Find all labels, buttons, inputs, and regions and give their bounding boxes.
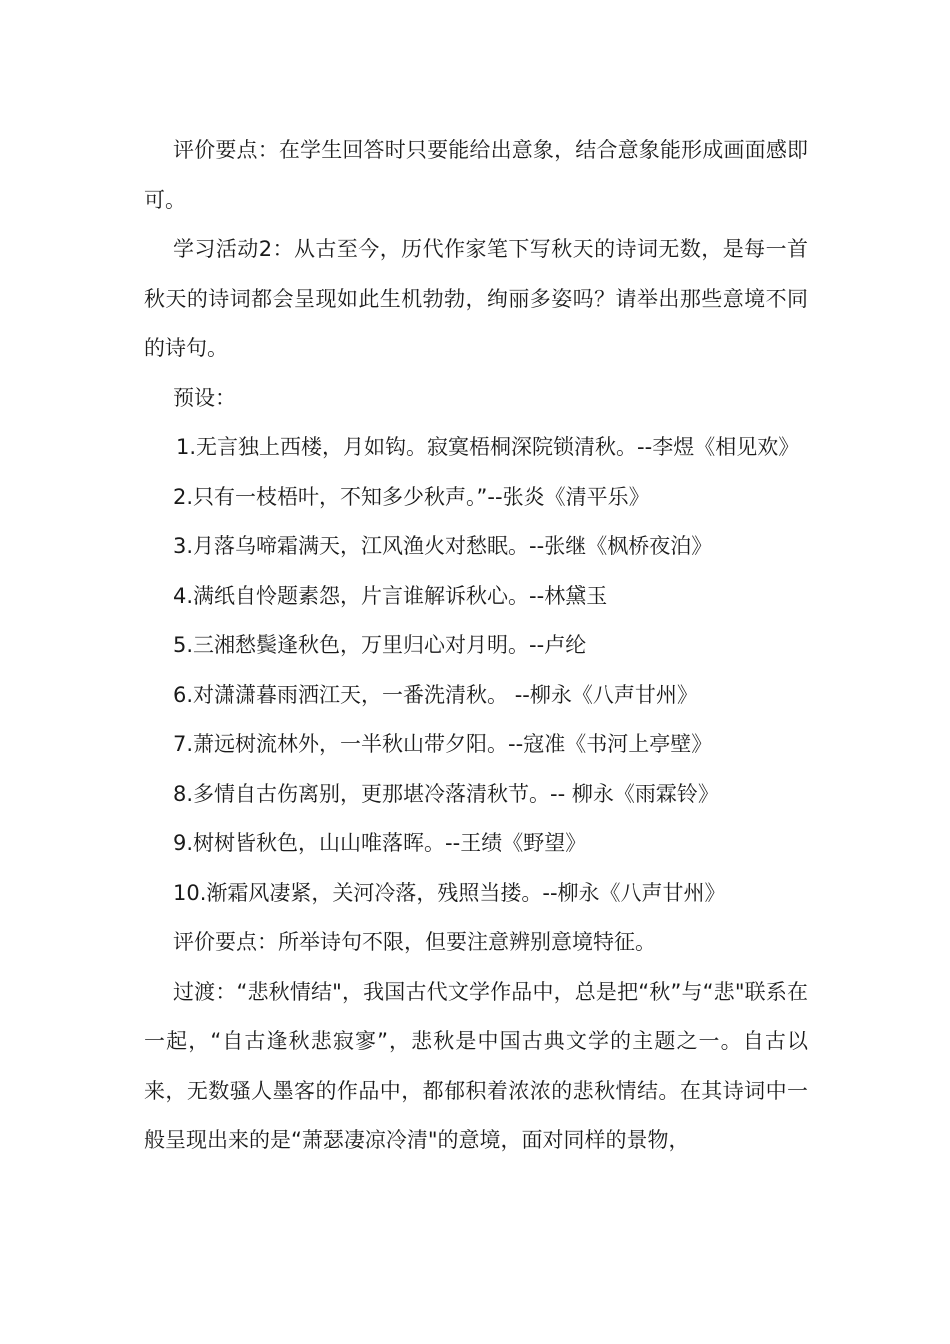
poem-line-9: 9.树树皆秋色，山山唯落晖。--王绩《野望》 — [173, 831, 587, 855]
poem-line-7: 7.萧远树流林外，一半秋山带夕阳。--寇准《书河上亭壁》 — [173, 732, 713, 756]
poem-line-2: 2.只有一枝梧叶，不知多少秋声。”--张炎《清平乐》 — [173, 484, 650, 509]
evaluation-point-1: 评价要点：在学生回答时只要能给出意象，结合意象能形成画面感即可。 — [144, 138, 808, 212]
evaluation-point-2: 评价要点：所举诗句不限，但要注意辨别意境特征。 — [173, 930, 656, 954]
document-page — [144, 126, 808, 1166]
poem-line-3: 3.月落乌啼霜满天，江风渔火对愁眠。--张继《枫桥夜泊》 — [173, 534, 713, 558]
preset-heading: 预设： — [173, 385, 236, 410]
poem-line-1: 1.无言独上西楼，月如钩。寂寞梧桐深院锁清秋。--李煜《相见欢》 — [176, 435, 800, 459]
poem-line-4: 4.满纸自怜题素怨，片言谁解诉秋心。--林黛玉 — [173, 583, 608, 608]
poem-line-10: 10.渐霜风凄紧，关河冷落，残照当搂。--柳永《八声甘州》 — [173, 880, 726, 905]
poem-line-8: 8.多情自古伤离别，更那堪冷落清秋节。-- 柳永《雨霖铃》 — [173, 781, 719, 806]
learning-activity-2: 学习活动2：从古至今，历代作家笔下写秋天的诗词无数，是每一首秋天的诗词都会呈现如此生机勃勃，绚丽多姿吗？请举出那些意境不同的诗句。 — [144, 237, 808, 360]
poem-line-5: 5.三湘愁鬓逢秋色，万里归心对月明。--卢纶 — [173, 633, 587, 657]
transition-paragraph: 过渡：“悲秋情结"，我国古代文学作品中，总是把“秋”与“悲"联系在一起，“自古逢秋悲寂寥”，悲秋是中国古典文学的主题之一。自古以来，无数骚人墨客的作品中，都郁积着浓浓的悲秋情结。在其诗词中一般呈现出来的是“萧瑟凄凉冷清"的意境，面对同样的景物， — [144, 979, 808, 1152]
poem-line-6: 6.对潇潇暮雨洒江天，一番洗清秋。 --柳永《八声甘州》 — [173, 682, 698, 707]
